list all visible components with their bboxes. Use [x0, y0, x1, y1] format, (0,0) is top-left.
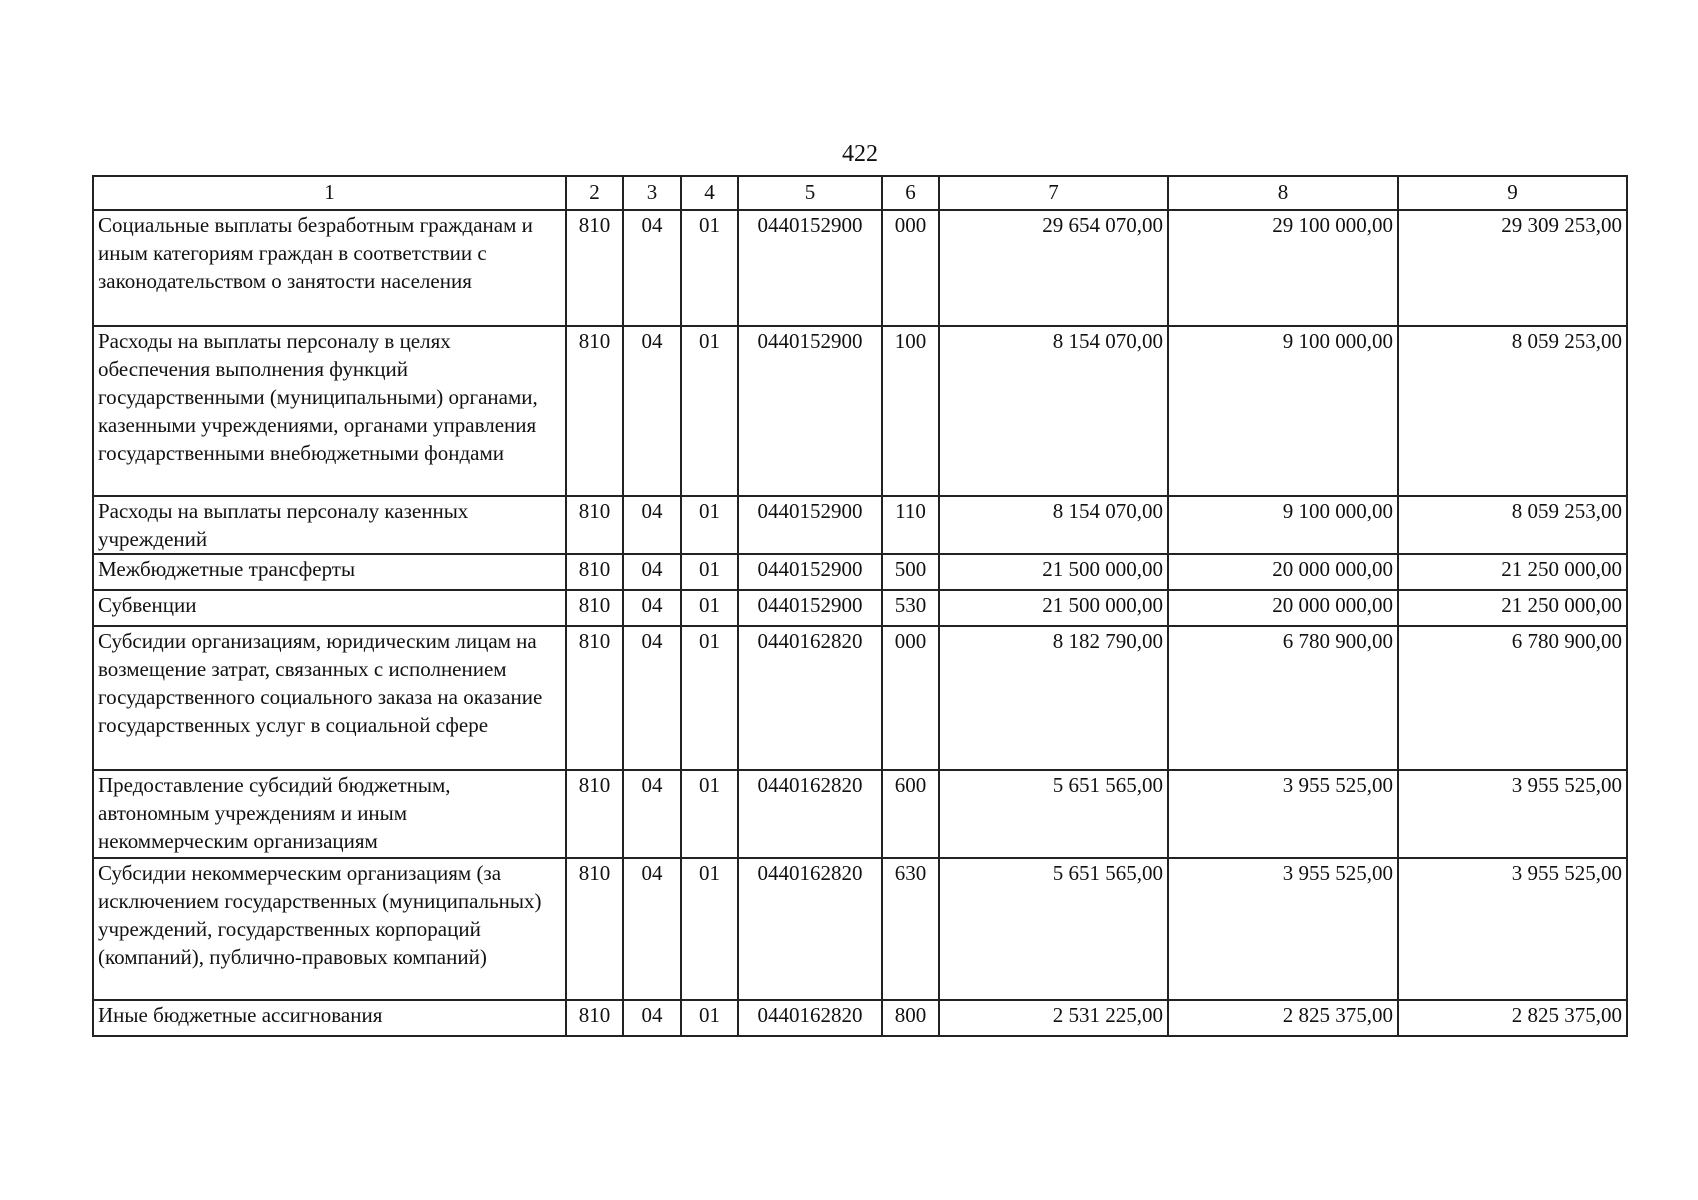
- table-row: [93, 326, 1627, 496]
- row-code-4: 01: [681, 496, 738, 554]
- row-sum-8: 9 100 000,00: [1168, 326, 1398, 496]
- row-code-2: 810: [566, 626, 623, 770]
- row-code-6: 500: [882, 554, 939, 590]
- row-code-4: 01: [681, 210, 738, 326]
- row-code-3: 04: [623, 770, 681, 858]
- row-sum-7: 8 182 790,00: [939, 626, 1168, 770]
- row-code-2: 810: [566, 210, 623, 326]
- row-sum-7: 8 154 070,00: [939, 496, 1168, 554]
- table-row: [93, 210, 1627, 326]
- row-code-2: 810: [566, 496, 623, 554]
- row-code-4: 01: [681, 1000, 738, 1036]
- budget-table: [92, 175, 1628, 1037]
- row-code-6: 100: [882, 326, 939, 496]
- row-code-5: 0440152900: [738, 326, 882, 496]
- row-code-5: 0440152900: [738, 496, 882, 554]
- row-sum-8: 3 955 525,00: [1168, 858, 1398, 1000]
- row-sum-7: 21 500 000,00: [939, 590, 1168, 626]
- row-code-6: 600: [882, 770, 939, 858]
- row-code-3: 04: [623, 590, 681, 626]
- row-sum-9: 6 780 900,00: [1398, 626, 1627, 770]
- row-sum-8: 9 100 000,00: [1168, 496, 1398, 554]
- row-name: Субвенции: [93, 590, 566, 626]
- row-code-5: 0440152900: [738, 210, 882, 326]
- row-code-3: 04: [623, 210, 681, 326]
- row-code-3: 04: [623, 496, 681, 554]
- row-code-6: 000: [882, 626, 939, 770]
- row-sum-7: 21 500 000,00: [939, 554, 1168, 590]
- row-sum-9: 21 250 000,00: [1398, 554, 1627, 590]
- row-code-4: 01: [681, 858, 738, 1000]
- row-code-2: 810: [566, 554, 623, 590]
- row-code-6: 630: [882, 858, 939, 1000]
- table-header-row: [93, 176, 1627, 210]
- page-number: 422: [842, 141, 878, 167]
- row-name: Субсидии организациям, юридическим лицам на возмещение затрат, связанных с исполнением государственного социального заказа на оказание государственных услуг в социальной сфере: [93, 626, 566, 770]
- row-sum-9: 2 825 375,00: [1398, 1000, 1627, 1036]
- row-code-5: 0440162820: [738, 770, 882, 858]
- row-name: Субсидии некоммерческим организациям (за исключением государственных (муниципальных) учреждений, государственных корпораций (компаний), публично-правовых компаний): [93, 858, 566, 1000]
- table-row: [93, 496, 1627, 554]
- row-name: Иные бюджетные ассигнования: [93, 1000, 566, 1036]
- table-row: [93, 626, 1627, 770]
- row-code-3: 04: [623, 858, 681, 1000]
- row-code-2: 810: [566, 858, 623, 1000]
- row-code-4: 01: [681, 626, 738, 770]
- row-sum-9: 8 059 253,00: [1398, 496, 1627, 554]
- row-code-2: 810: [566, 326, 623, 496]
- column-header-4: 4: [681, 176, 738, 210]
- table-row: [93, 590, 1627, 626]
- column-header-2: 2: [566, 176, 623, 210]
- row-code-4: 01: [681, 554, 738, 590]
- row-sum-7: 2 531 225,00: [939, 1000, 1168, 1036]
- row-sum-8: 20 000 000,00: [1168, 554, 1398, 590]
- row-code-5: 0440152900: [738, 590, 882, 626]
- row-code-4: 01: [681, 590, 738, 626]
- row-name: Межбюджетные трансферты: [93, 554, 566, 590]
- row-code-5: 0440162820: [738, 1000, 882, 1036]
- row-code-3: 04: [623, 626, 681, 770]
- table-row: [93, 770, 1627, 858]
- row-name: Предоставление субсидий бюджетным, автономным учреждениям и иным некоммерческим организациям: [93, 770, 566, 858]
- row-code-6: 530: [882, 590, 939, 626]
- column-header-9: 9: [1398, 176, 1627, 210]
- row-sum-7: 5 651 565,00: [939, 770, 1168, 858]
- row-code-3: 04: [623, 554, 681, 590]
- row-code-3: 04: [623, 326, 681, 496]
- row-sum-8: 29 100 000,00: [1168, 210, 1398, 326]
- row-code-6: 110: [882, 496, 939, 554]
- column-header-5: 5: [738, 176, 882, 210]
- row-code-5: 0440162820: [738, 858, 882, 1000]
- row-code-2: 810: [566, 1000, 623, 1036]
- row-code-4: 01: [681, 326, 738, 496]
- row-sum-9: 21 250 000,00: [1398, 590, 1627, 626]
- row-code-6: 800: [882, 1000, 939, 1036]
- table-row: [93, 858, 1627, 1000]
- row-sum-8: 2 825 375,00: [1168, 1000, 1398, 1036]
- row-sum-8: 20 000 000,00: [1168, 590, 1398, 626]
- row-code-3: 04: [623, 1000, 681, 1036]
- row-code-5: 0440162820: [738, 626, 882, 770]
- row-code-4: 01: [681, 770, 738, 858]
- row-sum-8: 6 780 900,00: [1168, 626, 1398, 770]
- row-code-2: 810: [566, 770, 623, 858]
- column-header-8: 8: [1168, 176, 1398, 210]
- row-name: Расходы на выплаты персоналу казенных учреждений: [93, 496, 566, 554]
- column-header-3: 3: [623, 176, 681, 210]
- row-sum-7: 29 654 070,00: [939, 210, 1168, 326]
- row-sum-7: 8 154 070,00: [939, 326, 1168, 496]
- table-row: [93, 1000, 1627, 1036]
- row-code-6: 000: [882, 210, 939, 326]
- column-header-6: 6: [882, 176, 939, 210]
- column-header-7: 7: [939, 176, 1168, 210]
- row-name: Расходы на выплаты персоналу в целях обеспечения выполнения функций государственными (муниципальными) органами, казенными учреждениями, органами управления государственными внебюджетными фондами: [93, 326, 566, 496]
- row-sum-9: 3 955 525,00: [1398, 770, 1627, 858]
- row-sum-9: 3 955 525,00: [1398, 858, 1627, 1000]
- row-sum-9: 8 059 253,00: [1398, 326, 1627, 496]
- row-code-5: 0440152900: [738, 554, 882, 590]
- row-name: Социальные выплаты безработным гражданам и иным категориям граждан в соответствии с законодательством о занятости населения: [93, 210, 566, 326]
- row-sum-9: 29 309 253,00: [1398, 210, 1627, 326]
- row-code-2: 810: [566, 590, 623, 626]
- column-header-1: 1: [93, 176, 566, 210]
- row-sum-8: 3 955 525,00: [1168, 770, 1398, 858]
- row-sum-7: 5 651 565,00: [939, 858, 1168, 1000]
- table-row: [93, 554, 1627, 590]
